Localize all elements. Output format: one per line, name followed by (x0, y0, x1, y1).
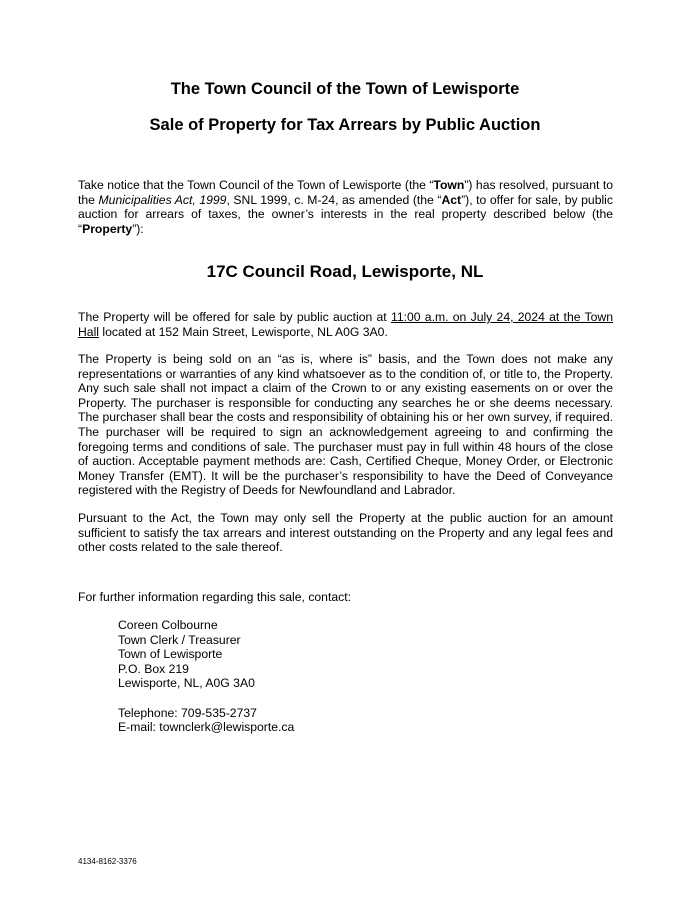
intro-text-4: ”), to offer for sale, by public auction for arrears of taxes, the owner’s interests in the real property described below (the “ (78, 192, 613, 236)
notice-subtitle: Sale of Property for Tax Arrears by Public Auction (149, 116, 541, 134)
intro-text-5: ”): (132, 221, 144, 236)
document-id: 4134-8162-3376 (78, 857, 137, 866)
auction-text-1: The Property will be offered for sale by public auction at (78, 310, 391, 324)
contact-organization: Town of Lewisporte (118, 647, 223, 662)
contact-block (118, 618, 294, 735)
contact-telephone: Telephone: 709-535-2737 (118, 705, 257, 720)
contact-name: Coreen Colbourne (118, 618, 218, 632)
town-defined-term: Town (433, 178, 465, 192)
act-defined-term: Act (441, 192, 462, 207)
contact-spacer (118, 691, 294, 706)
contact-email: E-mail: townclerk@lewisporte.ca (118, 720, 295, 735)
auction-time-place: 11:00 a.m. on July 24, 2024 at the Town Hall (78, 310, 613, 339)
property-defined-term: Property (82, 221, 133, 236)
contact-city-line: Lewisporte, NL, A0G 3A0 (118, 676, 255, 691)
intro-paragraph (78, 178, 613, 236)
contact-po-box: P.O. Box 219 (118, 661, 189, 676)
notice-title: The Town Council of the Town of Lewisporte (170, 80, 520, 98)
contact-intro: For further information regarding this sale, contact: (78, 590, 351, 604)
terms-paragraph: The Property is being sold on an “as is, where is” basis, and the Town does not make any representations or warranties of any kind whatsoever as to the condition of, or title to, the Property. Any such sale shall not impact a claim of the Crown to or any existing easements on or over the Property. The purchaser is responsible for conducting any searches he or she deems necessary. The purchaser shall bear the costs and responsibility of obtaining his or her own survey, if required. The purchaser will be required to sign an acknowledgement agreeing to and confirming the foregoing terms and conditions of sale. The purchaser must pay in full within 48 hours of the close of auction. Acceptable payment methods are: Cash, Certified Cheque, Money Order, or Electronic Money Transfer (EMT). It will be the purchaser’s responsibility to have the Deed of Conveyance registered with the Registry of Deeds for Newfoundland and Labrador. (78, 352, 613, 498)
property-address: 17C Council Road, Lewisporte, NL (206, 262, 484, 281)
intro-text-3: , SNL 1999, c. M-24, as amended (the “ (226, 192, 442, 207)
act-name: Municipalities Act, 1999 (98, 192, 227, 207)
act-paragraph: Pursuant to the Act, the Town may only sell the Property at the public auction for an amount sufficient to satisfy the tax arrears and interest outstanding on the Property and any legal fees and other costs related to the sale thereof. (78, 511, 613, 555)
auction-paragraph (78, 310, 613, 339)
contact-title: Town Clerk / Treasurer (118, 632, 241, 647)
intro-text-2: ”) has resolved, pursuant to the (78, 178, 613, 207)
auction-text-2: located at 152 Main Street, Lewisporte, NL A0G 3A0. (99, 324, 388, 339)
intro-text-1: Take notice that the Town Council of the Town of Lewisporte (the “ (78, 178, 434, 192)
